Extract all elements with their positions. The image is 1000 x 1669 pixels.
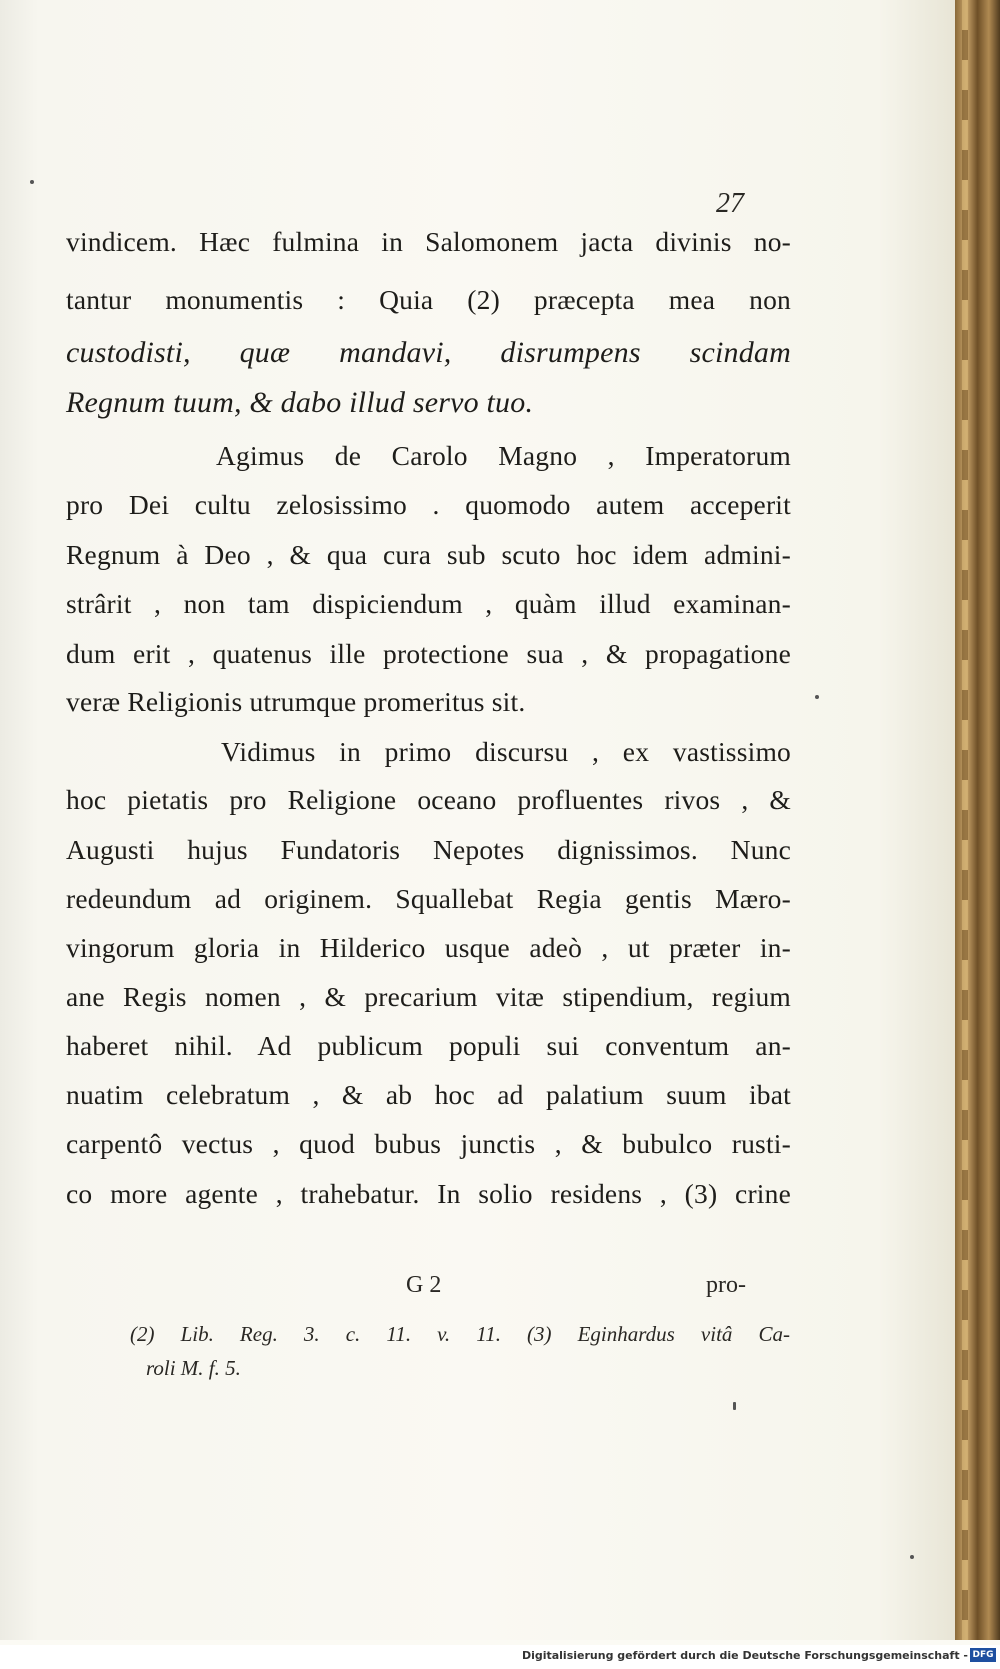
body-line-15: vingorum gloria in Hilderico usque adeò , ut præter in- (66, 932, 791, 963)
body-line-8: strârit , non tam dispiciendum , quàm illud examinan- (66, 588, 791, 619)
ink-speck (30, 180, 34, 184)
signature-mark: G 2 (406, 1272, 442, 1298)
body-line-16: ane Regis nomen , & precarium vitæ stipendium, regium (66, 981, 791, 1012)
body-line-7: Regnum à Deo , & qua cura sub scuto hoc idem admini- (66, 539, 791, 570)
ink-speck (733, 1402, 736, 1410)
body-line-13: Augusti hujus Fundatoris Nepotes dignissimos. Nunc (66, 834, 791, 865)
footnote-line-1: (2) Lib. Reg. 3. c. 11. v. 11. (3) Eginhardus vitâ Ca- (130, 1322, 790, 1346)
page-number: 27 (716, 188, 744, 219)
body-line-1: vindicem. Hæc fulmina in Salomonem jacta divinis no- (66, 226, 791, 257)
body-line-10: veræ Religionis utrumque promeritus sit. (66, 686, 526, 717)
body-line-12: hoc pietatis pro Religione oceano profluentes rivos , & (66, 784, 791, 815)
body-line-18: nuatim celebratum , & ab hoc ad palatium suum ibat (66, 1079, 791, 1110)
catchword: pro- (706, 1272, 746, 1298)
book-edge-trim (962, 0, 968, 1640)
body-line-14: redeundum ad originem. Squallebat Regia gentis Mæro- (66, 883, 791, 914)
body-line-3: custodisti, quæ mandavi, disrumpens scindam (66, 336, 791, 369)
ink-speck (910, 1555, 914, 1559)
footnote-line-2: roli M. f. 5. (146, 1356, 241, 1380)
body-line-17: haberet nihil. Ad publicum populi sui conventum an- (66, 1030, 791, 1061)
ink-speck (815, 695, 819, 699)
body-line-6: pro Dei cultu zelosissimo . quomodo autem acceperit (66, 489, 791, 520)
digitization-credit: Digitalisierung gefördert durch die Deutsche Forschungsgemeinschaft - (521, 1649, 968, 1662)
body-line-19: carpentô vectus , quod bubus junctis , & bubulco rusti- (66, 1128, 791, 1159)
body-line-5: Agimus de Carolo Magno , Imperatorum (216, 440, 791, 471)
body-line-2: tantur monumentis : Quia (2) præcepta mea non (66, 284, 791, 315)
body-line-4: Regnum tuum, & dabo illud servo tuo. (66, 386, 534, 419)
body-line-11: Vidimus in primo discursu , ex vastissimo (221, 736, 791, 767)
dfg-logo-icon: DFG (970, 1648, 996, 1662)
body-line-20: co more agente , trahebatur. In solio residens , (3) crine (66, 1178, 791, 1209)
body-line-9: dum erit , quatenus ille protectione sua , & propagatione (66, 638, 791, 669)
